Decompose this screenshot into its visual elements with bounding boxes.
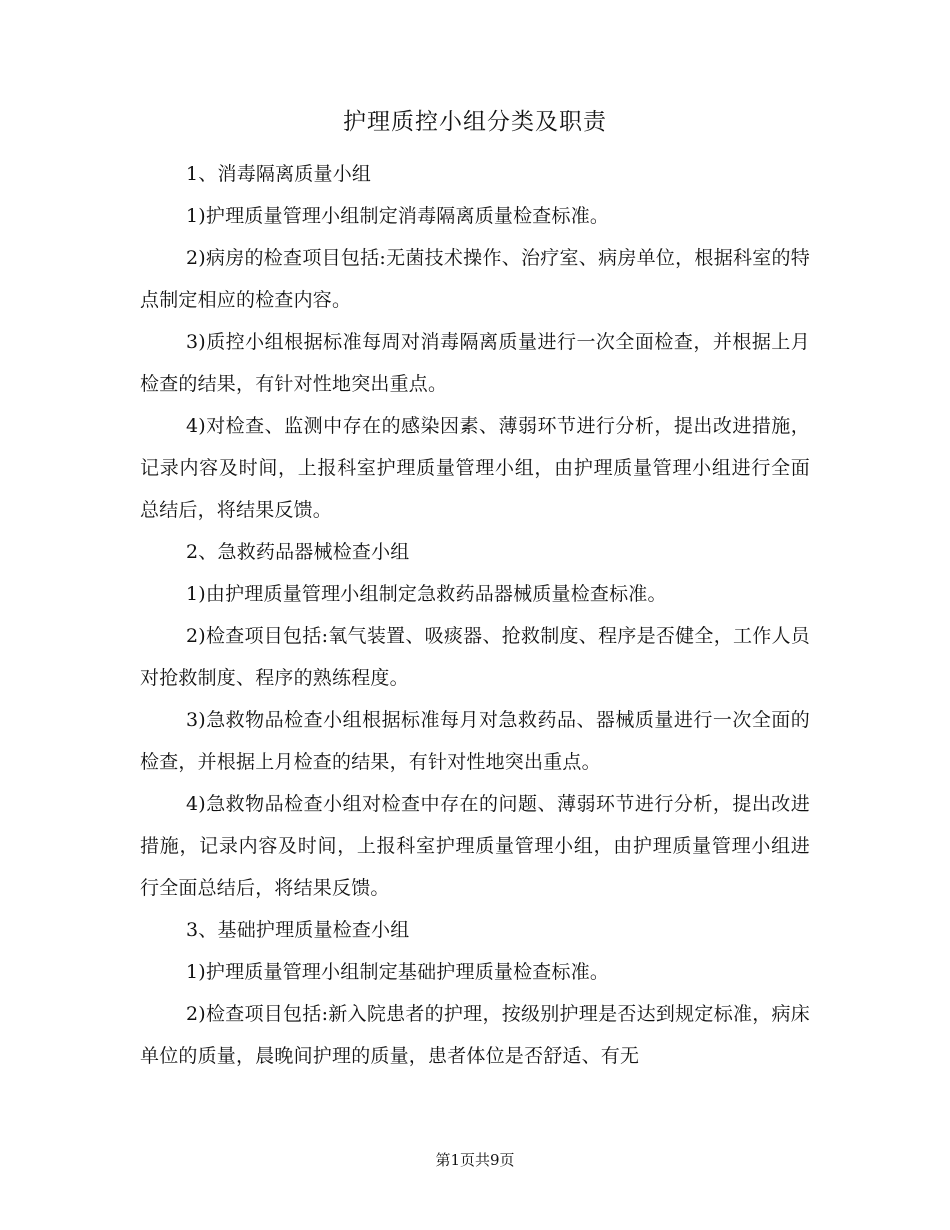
- document-title: 护理质控小组分类及职责: [343, 109, 607, 135]
- paragraph: 1)由护理质量管理小组制定急救药品器械质量检查标准。: [186, 583, 667, 605]
- section-heading: 3、基础护理质量检查小组: [186, 919, 410, 941]
- section-heading: 1、消毒隔离质量小组: [186, 163, 372, 185]
- paragraph: 4)对检查、监测中存在的感染因素、薄弱环节进行分析，提出改进措施，记录内容及时间，上报科室护理质量管理小组，由护理质量管理小组进行全面总结后，将结果反馈。: [140, 415, 810, 521]
- document-body: [140, 153, 810, 1077]
- paragraph: 4)急救物品检查小组对检查中存在的问题、薄弱环节进行分析，提出改进措施，记录内容及时间，上报科室护理质量管理小组，由护理质量管理小组进行全面总结后，将结果反馈。: [140, 793, 810, 899]
- paragraph: 1)护理质量管理小组制定基础护理质量检查标准。: [186, 961, 610, 983]
- page-number: 第1页共9页: [435, 1151, 515, 1169]
- paragraph: 1)护理质量管理小组制定消毒隔离质量检查标准。: [186, 205, 610, 227]
- paragraph: 2)病房的检查项目包括:无菌技术操作、治疗室、病房单位，根据科室的特点制定相应的检查内容。: [140, 247, 810, 311]
- paragraph: 2)检查项目包括:新入院患者的护理，按级别护理是否达到规定标准，病床单位的质量，晨晚间护理的质量，患者体位是否舒适、有无: [140, 1003, 810, 1067]
- paragraph: 3)质控小组根据标准每周对消毒隔离质量进行一次全面检查，并根据上月检查的结果，有针对性地突出重点。: [140, 331, 810, 395]
- section-heading: 2、急救药品器械检查小组: [186, 541, 410, 563]
- paragraph: 2)检查项目包括:氧气装置、吸痰器、抢救制度、程序是否健全，工作人员对抢救制度、程序的熟练程度。: [140, 625, 810, 689]
- paragraph: 3)急救物品检查小组根据标准每月对急救药品、器械质量进行一次全面的检查，并根据上月检查的结果，有针对性地突出重点。: [140, 709, 810, 773]
